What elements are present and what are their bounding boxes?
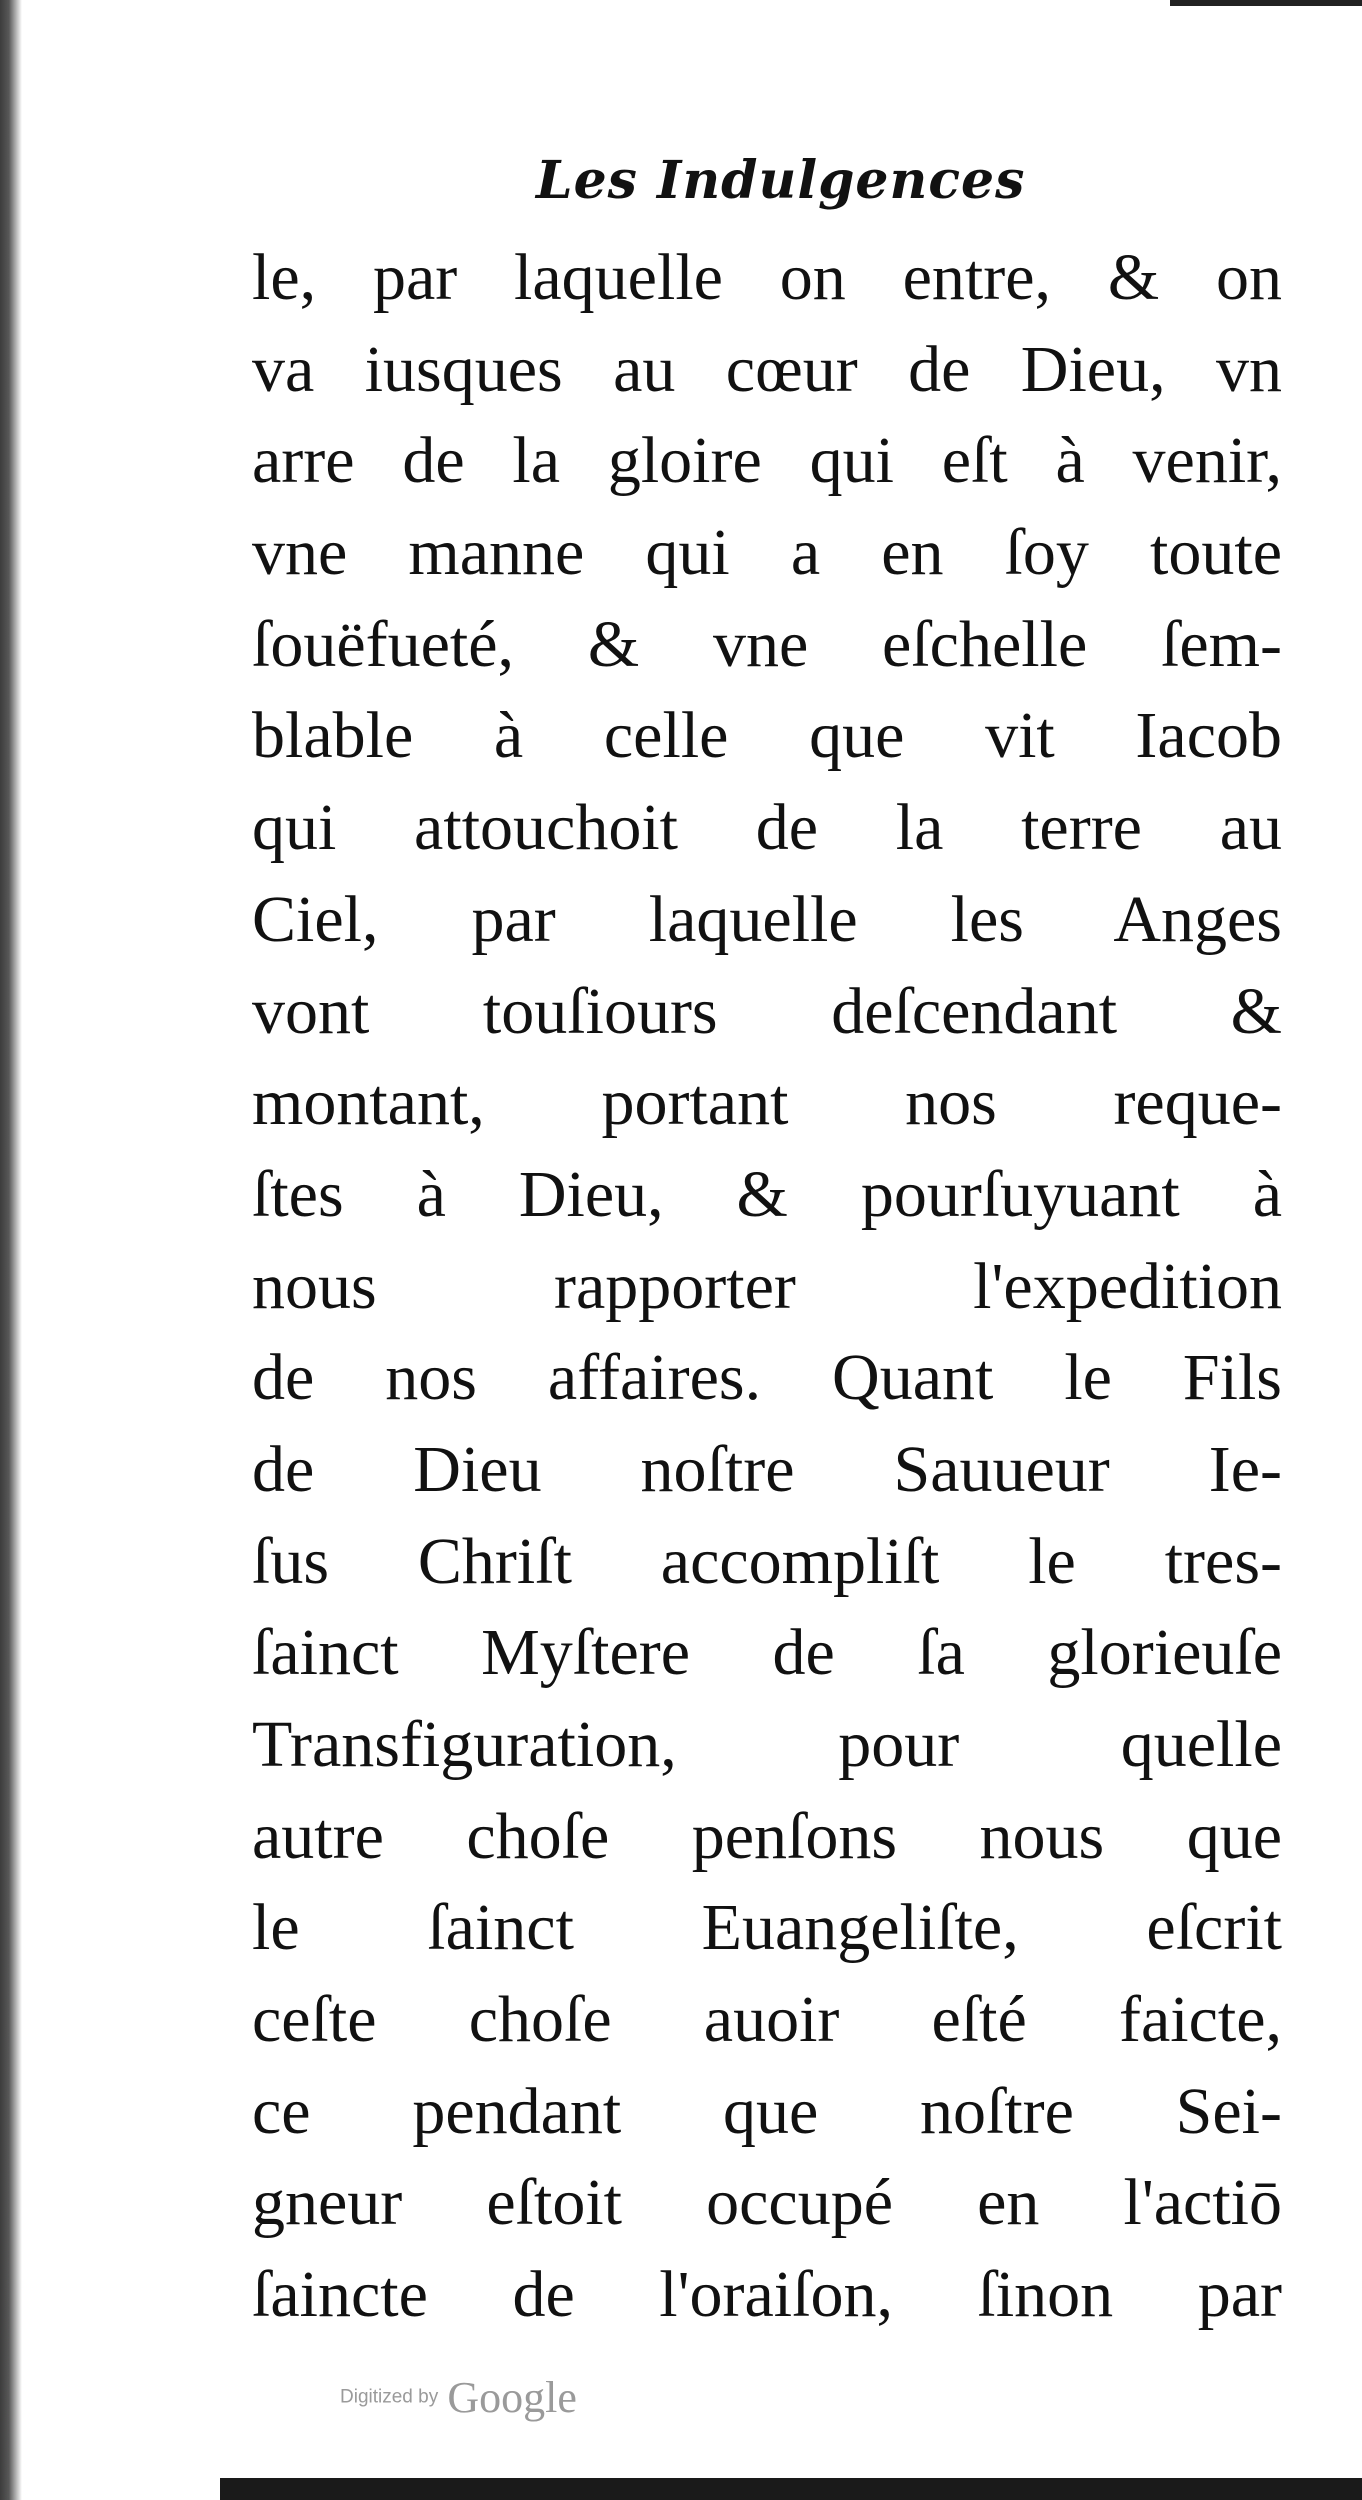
text-line: gneur eſtoit occupé en l'actiō	[252, 2166, 1282, 2240]
text-line: qui attouchoit de la terre au	[252, 791, 1282, 865]
text-line: Transfiguration, pour quelle	[252, 1708, 1282, 1781]
text-line: va iusques au cœur de Dieu, vn	[252, 332, 1282, 406]
text-line: Ciel, par laquelle les Anges	[252, 882, 1282, 956]
text-line: ſainct Myſtere de ſa glorieuſe	[252, 1616, 1282, 1690]
text-line: arre de la gloire qui eſt à venir,	[252, 424, 1282, 498]
text-line: vont touſiours deſcendant &	[252, 974, 1282, 1048]
text-line: vne manne qui a en ſoy toute	[252, 516, 1282, 590]
page-edge-shadow-bottom	[220, 2478, 1362, 2500]
running-head: Les Indulgences	[536, 150, 1026, 211]
text-line: ce pendant que noſtre Sei-	[252, 2074, 1282, 2148]
text-line: ceſte choſe auoir eſté faicte,	[252, 1983, 1282, 2057]
google-logo: Google	[447, 2373, 577, 2422]
digitized-by-watermark	[340, 2372, 577, 2423]
page-edge-shadow-left	[0, 0, 22, 2500]
text-line: de nos affaires. Quant le Fils	[252, 1341, 1282, 1415]
text-line: le, par laquelle on entre, & on	[252, 241, 1282, 314]
page-edge-shadow-top	[1170, 0, 1362, 6]
text-line: le ſainct Euangeliſte, eſcrit	[252, 1891, 1282, 1965]
text-line: ſaincte de l'oraiſon, ſinon par	[252, 2258, 1282, 2332]
text-line: montant, portant nos reque-	[252, 1066, 1282, 1140]
digitized-by-label: Digitized by	[340, 2386, 439, 2408]
text-line: blable à celle que vit Iacob	[252, 699, 1282, 773]
text-line: de Dieu noſtre Sauueur Ie-	[252, 1432, 1282, 1506]
body-text	[252, 232, 1282, 2341]
text-line: autre choſe penſons nous que	[252, 1799, 1282, 1873]
text-line: nous rapporter l'expedition	[252, 1249, 1282, 1323]
text-line: ſtes à Dieu, & pourſuyuant à	[252, 1157, 1282, 1231]
text-line: ſus Chriſt accompliſt le tres-	[252, 1524, 1282, 1598]
text-line: ſouëfueté, & vne eſchelle ſem-	[252, 607, 1282, 681]
